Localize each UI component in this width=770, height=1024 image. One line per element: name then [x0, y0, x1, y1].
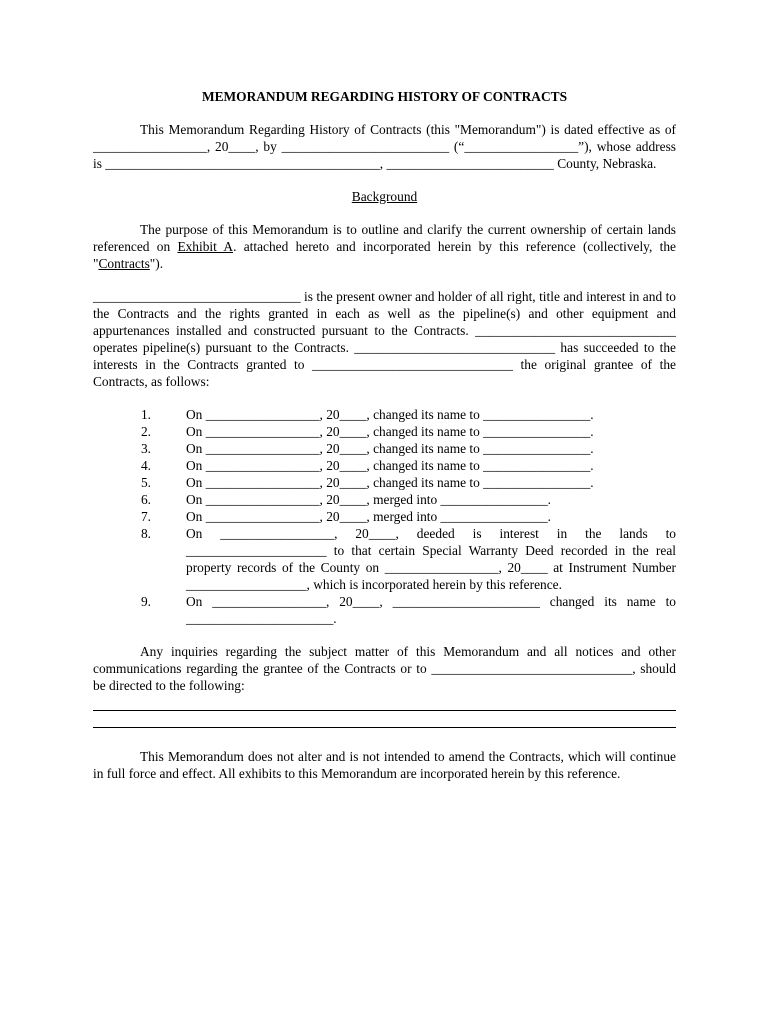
list-item-text: On _________________, 20____, changed its name to ________________.: [186, 424, 594, 439]
list-item-number: 8.: [140, 526, 151, 541]
purpose-text-after: ").: [149, 256, 164, 271]
list-item-text: On _________________, 20____, ______________________ changed its name to ______________________.: [186, 594, 676, 626]
list-item-number: 7.: [140, 509, 151, 524]
list-item-text: On _________________, 20____, merged into ________________.: [186, 509, 552, 524]
purpose-text-middle: . attached hereto and incorporated herein by this reference (collectively, the ": [93, 239, 676, 271]
list-item: [93, 440, 676, 457]
list-item-text: On _________________, 20____, changed its name to ________________.: [186, 475, 594, 490]
memorandum-document: [93, 88, 676, 798]
purpose-text-before: The purpose of this Memorandum is to outline and clarify the current ownership of certain lands referenced on: [93, 222, 676, 254]
list-item: [93, 508, 676, 525]
list-item-number: 5.: [140, 475, 151, 490]
list-item-number: 9.: [140, 594, 151, 609]
list-item-number: 1.: [140, 407, 151, 422]
purpose-paragraph: [93, 221, 676, 272]
list-item: [93, 491, 676, 508]
list-item: [93, 593, 676, 627]
history-events-list: [93, 406, 676, 627]
list-item-text: On _________________, 20____, changed its name to ________________.: [186, 407, 594, 422]
list-item: [93, 406, 676, 423]
list-item-number: 3.: [140, 441, 151, 456]
list-item-number: 2.: [140, 424, 151, 439]
list-item-text: On _________________, 20____, merged into ________________.: [186, 492, 552, 507]
inquiries-paragraph: Any inquiries regarding the subject matter of this Memorandum and all notices and other communications regarding the grantee of the Contracts or to ______________________________, should be directed to the following:: [93, 644, 676, 693]
closing-paragraph: This Memorandum does not alter and is not intended to amend the Contracts, which will continue in full force and effect. All exhibits to this Memorandum are incorporated herein by this reference.: [93, 749, 676, 781]
contracts-defined-term: Contracts: [98, 256, 150, 271]
list-item-number: 4.: [140, 458, 151, 473]
background-heading: Background: [351, 189, 418, 204]
intro-paragraph: This Memorandum Regarding History of Contracts (this "Memorandum") is dated effective as of _________________, 20____, by _________________________ (“_________________”), whose address is _________________________________________, _________________________ County, Nebraska.: [93, 122, 676, 171]
list-item: [93, 525, 676, 593]
list-item-text: On _________________, 20____, changed its name to ________________.: [186, 441, 594, 456]
contact-blank-lines: [93, 694, 676, 728]
document-title: MEMORANDUM REGARDING HISTORY OF CONTRACTS: [201, 89, 568, 104]
ownership-paragraph: _______________________________ is the present owner and holder of all right, title and interest in and to the Contracts and the rights granted in each as well as the pipeline(s) and other equipment and appurtenances installed and constructed pursuant to the Contracts. ______________________________ operates pipeline(s) pursuant to the Contracts. ______________________________ has succeeded to the interests in the Contracts granted to ______________________________ the original grantee of the Contracts, as follows:: [93, 289, 676, 389]
list-item: [93, 474, 676, 491]
exhibit-reference: Exhibit A: [177, 239, 234, 254]
list-item: [93, 457, 676, 474]
list-item-number: 6.: [140, 492, 151, 507]
blank-line: [93, 711, 676, 728]
list-item-text: On _________________, 20____, changed its name to ________________.: [186, 458, 594, 473]
list-item-text: On _________________, 20____, deeded is interest in the lands to _____________________ to that certain Special Warranty Deed recorded in the real property records of the County on _________________, 20____ at Instrument Number __________________, which is incorporated herein by this reference.: [186, 526, 676, 592]
list-item: [93, 423, 676, 440]
blank-line: [93, 694, 676, 711]
